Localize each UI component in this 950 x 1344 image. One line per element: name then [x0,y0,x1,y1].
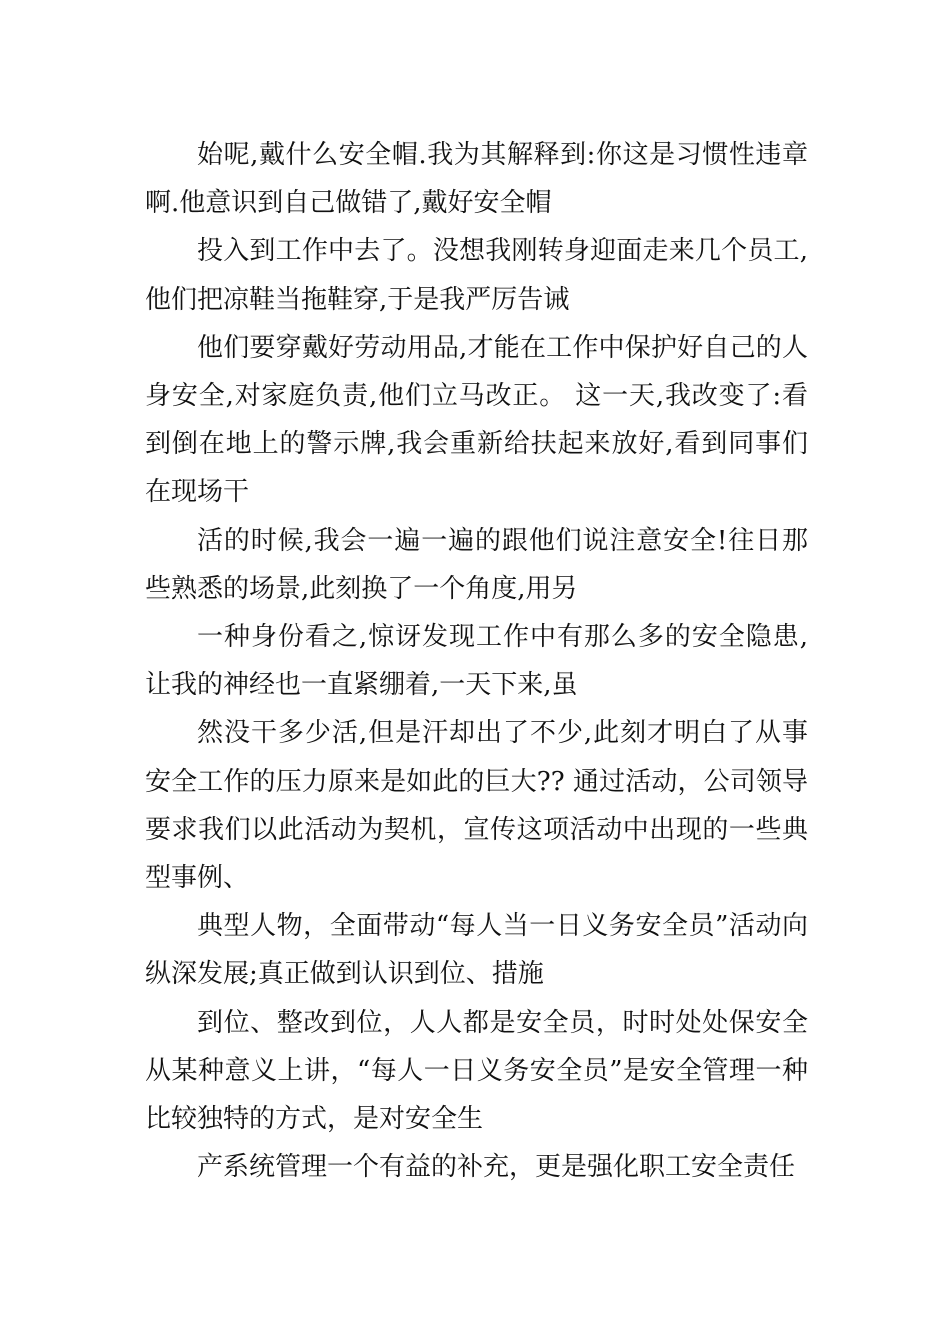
paragraph: 活的时候,我会一遍一遍的跟他们说注意安全!往日那些熟悉的场景,此刻换了一个角度,用另 [145,525,808,604]
paragraph: 然没干多少活,但是汗却出了不少,此刻才明白了从事安全工作的压力原来是如此的巨大?? 通过活动，公司领导要求我们以此活动为契机，宣传这项活动中出现的一些典型事例、 [145,718,808,894]
paragraph: 投入到工作中去了。没想我刚转身迎面走来几个员工,他们把凉鞋当拖鞋穿,于是我严厉告诫 [145,236,808,315]
paragraph: 他们要穿戴好劳动用品,才能在工作中保护好自己的人身安全,对家庭负责,他们立马改正。 这一天,我改变了:看到倒在地上的警示牌,我会重新给扶起来放好,看到同事们在现场干 [145,332,808,508]
paragraph: 始呢,戴什么安全帽.我为其解释到:你这是习惯性违章啊.他意识到自己做错了,戴好安全帽 [145,140,808,219]
document-body [145,131,808,1191]
paragraph: 到位、整改到位，人人都是安全员，时时处处保安全 从某种意义上讲，“每人一日义务安全员”是安全管理一种比较独特的方式，是对安全生 [145,1007,808,1135]
paragraph: 典型人物，全面带动“每人当一日义务安全员”活动向纵深发展;真正做到认识到位、措施 [145,911,808,990]
paragraph: 一种身份看之,惊讶发现工作中有那么多的安全隐患,让我的神经也一直紧绷着,一天下来,虽 [145,622,808,701]
paragraph: 产系统管理一个有益的补充，更是强化职工安全责任 [197,1152,796,1183]
